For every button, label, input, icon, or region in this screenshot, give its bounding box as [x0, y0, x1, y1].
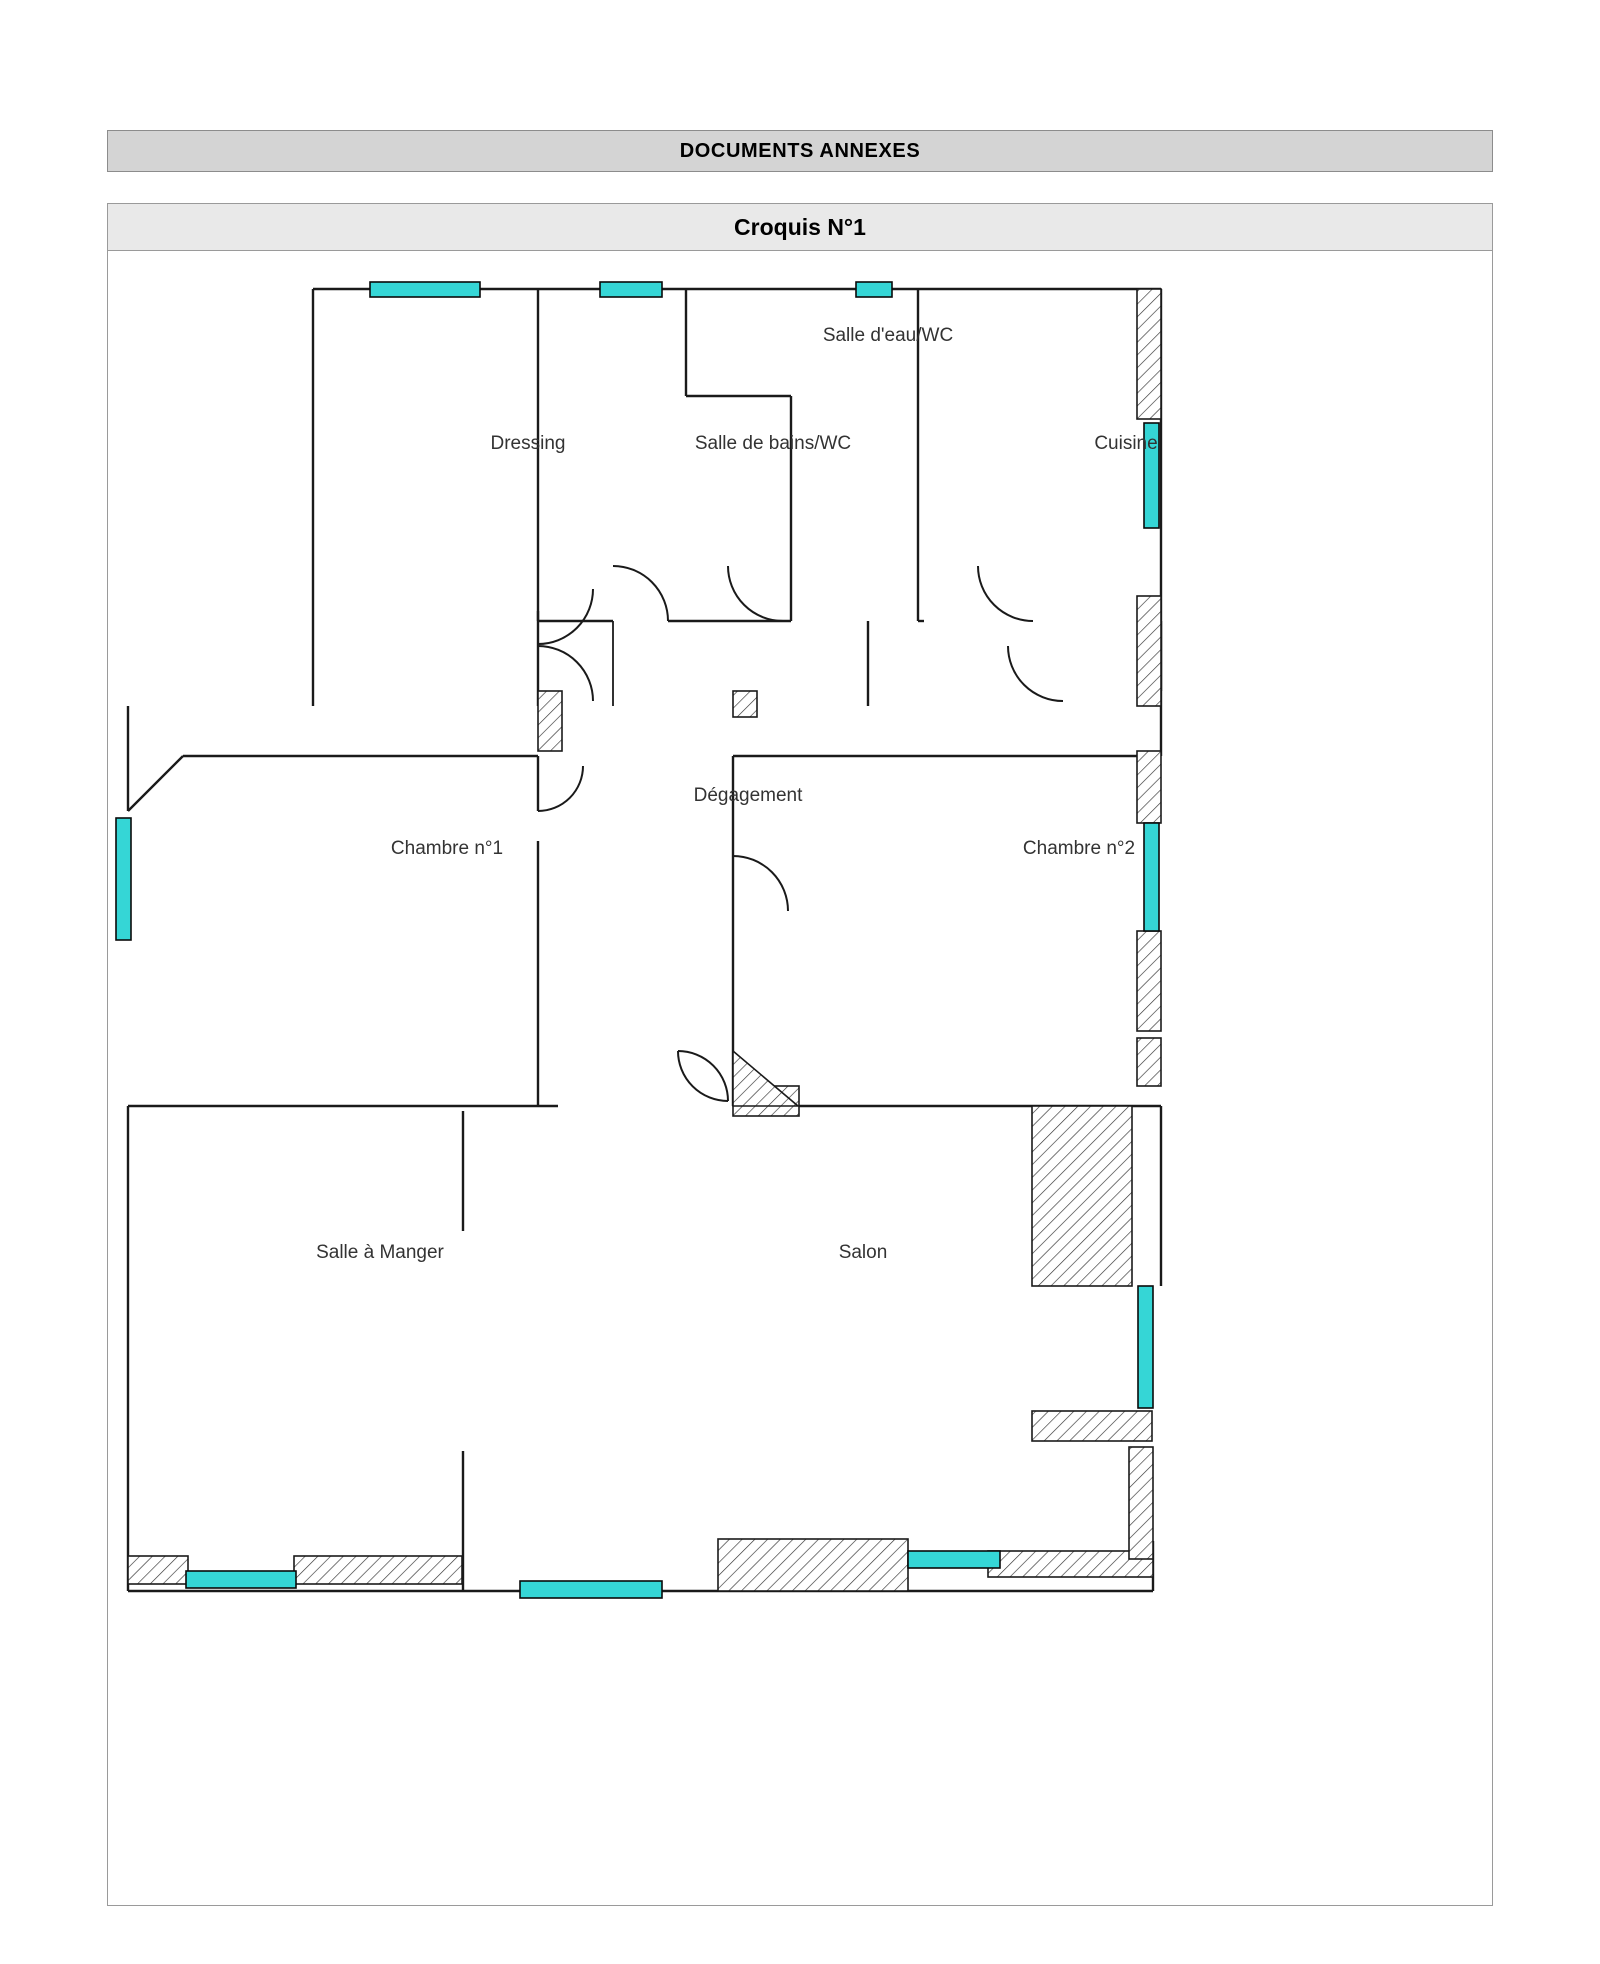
plan-detail-lines [313, 289, 613, 706]
window-dressing [370, 282, 480, 297]
window-salon-bottom [908, 1551, 1000, 1568]
section-title: Croquis N°1 [734, 213, 866, 240]
room-label-chambre-1: Chambre n°1 [390, 838, 504, 859]
room-label-dressing: Dressing [490, 433, 566, 454]
croquis-section-header [107, 203, 1493, 251]
window-salon-right [1138, 1286, 1153, 1408]
floor-plan-frame [107, 251, 1493, 1906]
room-label-degagement: Dégagement [693, 785, 803, 806]
window-salle-a-manger-2 [520, 1581, 662, 1598]
documents-annexes-banner [107, 130, 1493, 172]
room-label-salle-bains: Salle de bains/WC [694, 433, 852, 454]
window-chambre1 [116, 818, 131, 940]
window-chambre2 [1144, 823, 1159, 931]
room-label-salle-manger: Salle à Manger [316, 1242, 444, 1263]
plan-walls [128, 289, 1161, 1591]
banner-title: DOCUMENTS ANNEXES [679, 139, 921, 162]
window-salle-de-bains [600, 282, 662, 297]
room-label-salon: Salon [838, 1242, 888, 1263]
door-swings [538, 566, 1063, 1101]
room-label-salle-eau: Salle d'eau/WC [822, 325, 954, 346]
plan-hatched-walls [128, 289, 1161, 1591]
window-salle-eau [856, 282, 892, 297]
plan-windows [116, 282, 1159, 1598]
floor-plan-drawing [108, 251, 1492, 1905]
room-label-chambre-2: Chambre n°2 [1022, 838, 1136, 859]
window-salle-a-manger [186, 1571, 296, 1588]
room-label-cuisine: Cuisine [1094, 433, 1158, 454]
